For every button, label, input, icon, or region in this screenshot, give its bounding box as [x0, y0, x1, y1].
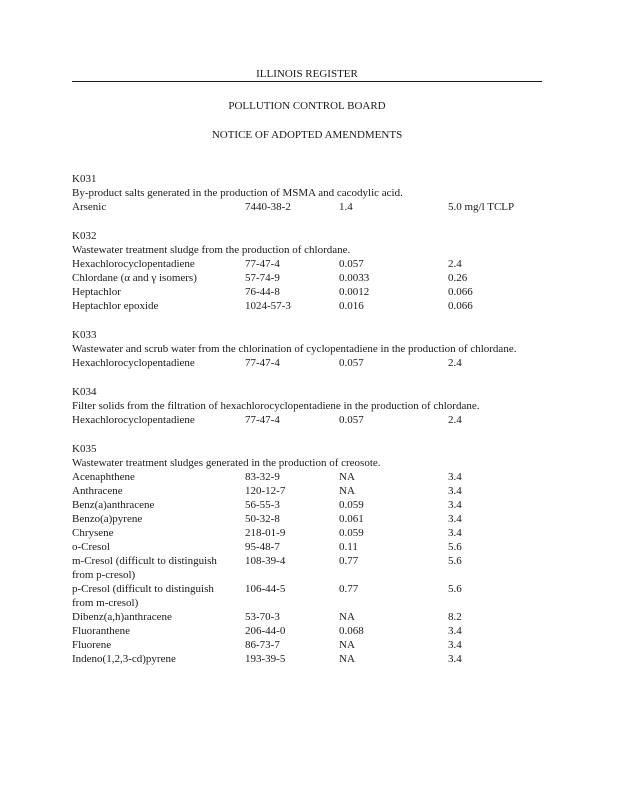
nonwastewater-value: 3.4	[448, 499, 462, 511]
constituent-name: o-Cresol	[72, 541, 110, 553]
cas-number: 77-47-4	[245, 357, 280, 369]
waste-code: K033	[72, 329, 97, 341]
nonwastewater-value: 3.4	[448, 639, 462, 651]
constituent-name: Fluorene	[72, 639, 112, 651]
wastewater-value: 0.77	[339, 583, 359, 595]
wastewater-value: 0.11	[339, 541, 358, 553]
board-title: POLLUTION CONTROL BOARD	[228, 100, 386, 112]
waste-code: K032	[72, 230, 97, 242]
cas-number: 193-39-5	[245, 653, 286, 665]
cas-number: 86-73-7	[245, 639, 280, 651]
table-row	[72, 652, 552, 666]
wastewater-value: NA	[339, 653, 355, 665]
cas-number: 95-48-7	[245, 541, 280, 553]
table-row	[72, 257, 552, 271]
constituent-name: Heptachlor	[72, 286, 121, 298]
waste-description: Filter solids from the filtration of hexachlorocyclopentadiene in the production of chlordane.	[72, 400, 480, 412]
constituent-name: Fluoranthene	[72, 625, 131, 637]
table-row	[72, 526, 552, 540]
constituent-name: Chrysene	[72, 527, 114, 539]
waste-description: Wastewater treatment sludge from the production of chlordane.	[72, 244, 351, 256]
nonwastewater-value: 3.4	[448, 527, 462, 539]
waste-description: Wastewater treatment sludges generated in the production of creosote.	[72, 457, 381, 469]
constituent-name: Hexachlorocyclopentadiene	[72, 414, 195, 426]
table-row	[72, 285, 552, 299]
table-row	[72, 540, 552, 554]
cas-number: 77-47-4	[245, 414, 280, 426]
wastewater-value: 0.059	[339, 499, 364, 511]
wastewater-value: NA	[339, 471, 355, 483]
constituent-name: Dibenz(a,h)anthracene	[72, 611, 172, 623]
nonwastewater-value: 5.6	[448, 555, 462, 567]
cas-number: 206-44-0	[245, 625, 286, 637]
constituent-name: Anthracene	[72, 485, 123, 497]
nonwastewater-value: 3.4	[448, 471, 462, 483]
nonwastewater-value: 0.066	[448, 286, 473, 298]
wastewater-value: NA	[339, 639, 355, 651]
register-title: ILLINOIS REGISTER	[256, 68, 358, 80]
wastewater-value: 0.061	[339, 513, 364, 525]
table-row	[72, 498, 552, 512]
cas-number: 57-74-9	[245, 272, 280, 284]
table-row	[72, 356, 552, 370]
nonwastewater-value: 2.4	[448, 357, 462, 369]
wastewater-value: 1.4	[339, 201, 353, 213]
nonwastewater-value: 0.066	[448, 300, 473, 312]
table-row	[72, 582, 552, 610]
nonwastewater-value: 3.4	[448, 653, 462, 665]
cas-number: 218-01-9	[245, 527, 286, 539]
table-row	[72, 470, 552, 484]
constituent-name: Benz(a)anthracene	[72, 499, 155, 511]
nonwastewater-value: 3.4	[448, 625, 462, 637]
cas-number: 7440-38-2	[245, 201, 291, 213]
waste-description: By-product salts generated in the production of MSMA and cacodylic acid.	[72, 187, 403, 199]
table-row	[72, 484, 552, 498]
nonwastewater-value: 5.6	[448, 583, 462, 595]
constituent-name: Arsenic	[72, 201, 107, 213]
constituent-name: Heptachlor epoxide	[72, 300, 159, 312]
waste-section	[72, 172, 552, 214]
table-row	[72, 512, 552, 526]
table-row	[72, 271, 552, 285]
table-row	[72, 554, 552, 582]
notice-title: NOTICE OF ADOPTED AMENDMENTS	[211, 129, 403, 141]
constituent-name: Indeno(1,2,3-cd)pyrene	[72, 653, 176, 665]
wastewater-value: 0.0033	[339, 272, 370, 284]
cas-number: 56-55-3	[245, 499, 280, 511]
nonwastewater-value: 2.4	[448, 414, 462, 426]
wastewater-value: 0.068	[339, 625, 364, 637]
wastewater-value: 0.057	[339, 414, 364, 426]
nonwastewater-value: 2.4	[448, 258, 462, 270]
waste-section	[72, 229, 552, 313]
cas-number: 108-39-4	[245, 555, 286, 567]
cas-number: 53-70-3	[245, 611, 280, 623]
waste-code: K031	[72, 173, 97, 185]
waste-description: Wastewater and scrub water from the chlorination of cyclopentadiene in the production of chlordane.	[72, 343, 517, 355]
table-row	[72, 200, 552, 214]
wastewater-value: 0.059	[339, 527, 364, 539]
waste-section	[72, 442, 552, 666]
table-row	[72, 299, 552, 313]
constituent-name: Benzo(a)pyrene	[72, 513, 143, 525]
cas-number: 1024-57-3	[245, 300, 291, 312]
cas-number: 120-12-7	[245, 485, 286, 497]
nonwastewater-value: 5.0 mg/l TCLP	[448, 201, 515, 213]
wastewater-value: 0.016	[339, 300, 364, 312]
constituent-name: Chlordane (α and γ isomers)	[72, 272, 197, 284]
wastewater-value: NA	[339, 485, 355, 497]
table-row	[72, 610, 552, 624]
waste-section	[72, 385, 552, 427]
waste-code-table	[72, 172, 552, 681]
constituent-name: Hexachlorocyclopentadiene	[72, 258, 195, 270]
nonwastewater-value: 8.2	[448, 611, 462, 623]
cas-number: 76-44-8	[245, 286, 280, 298]
waste-code: K034	[72, 386, 97, 398]
cas-number: 106-44-5	[245, 583, 286, 595]
cas-number: 83-32-9	[245, 471, 280, 483]
wastewater-value: 0.77	[339, 555, 359, 567]
cas-number: 77-47-4	[245, 258, 280, 270]
waste-code: K035	[72, 443, 97, 455]
nonwastewater-value: 3.4	[448, 485, 462, 497]
table-row	[72, 638, 552, 652]
wastewater-value: 0.057	[339, 258, 364, 270]
wastewater-value: 0.057	[339, 357, 364, 369]
nonwastewater-value: 0.26	[448, 272, 468, 284]
nonwastewater-value: 3.4	[448, 513, 462, 525]
constituent-name: m-Cresol (difficult to distinguish from p-cresol)	[72, 555, 217, 581]
wastewater-value: NA	[339, 611, 355, 623]
cas-number: 50-32-8	[245, 513, 280, 525]
waste-section	[72, 328, 552, 370]
table-row	[72, 413, 552, 427]
constituent-name: Hexachlorocyclopentadiene	[72, 357, 195, 369]
header-rule	[72, 81, 542, 82]
constituent-name: Acenaphthene	[72, 471, 135, 483]
table-row	[72, 624, 552, 638]
constituent-name: p-Cresol (difficult to distinguish from m-cresol)	[72, 583, 214, 609]
nonwastewater-value: 5.6	[448, 541, 462, 553]
wastewater-value: 0.0012	[339, 286, 370, 298]
